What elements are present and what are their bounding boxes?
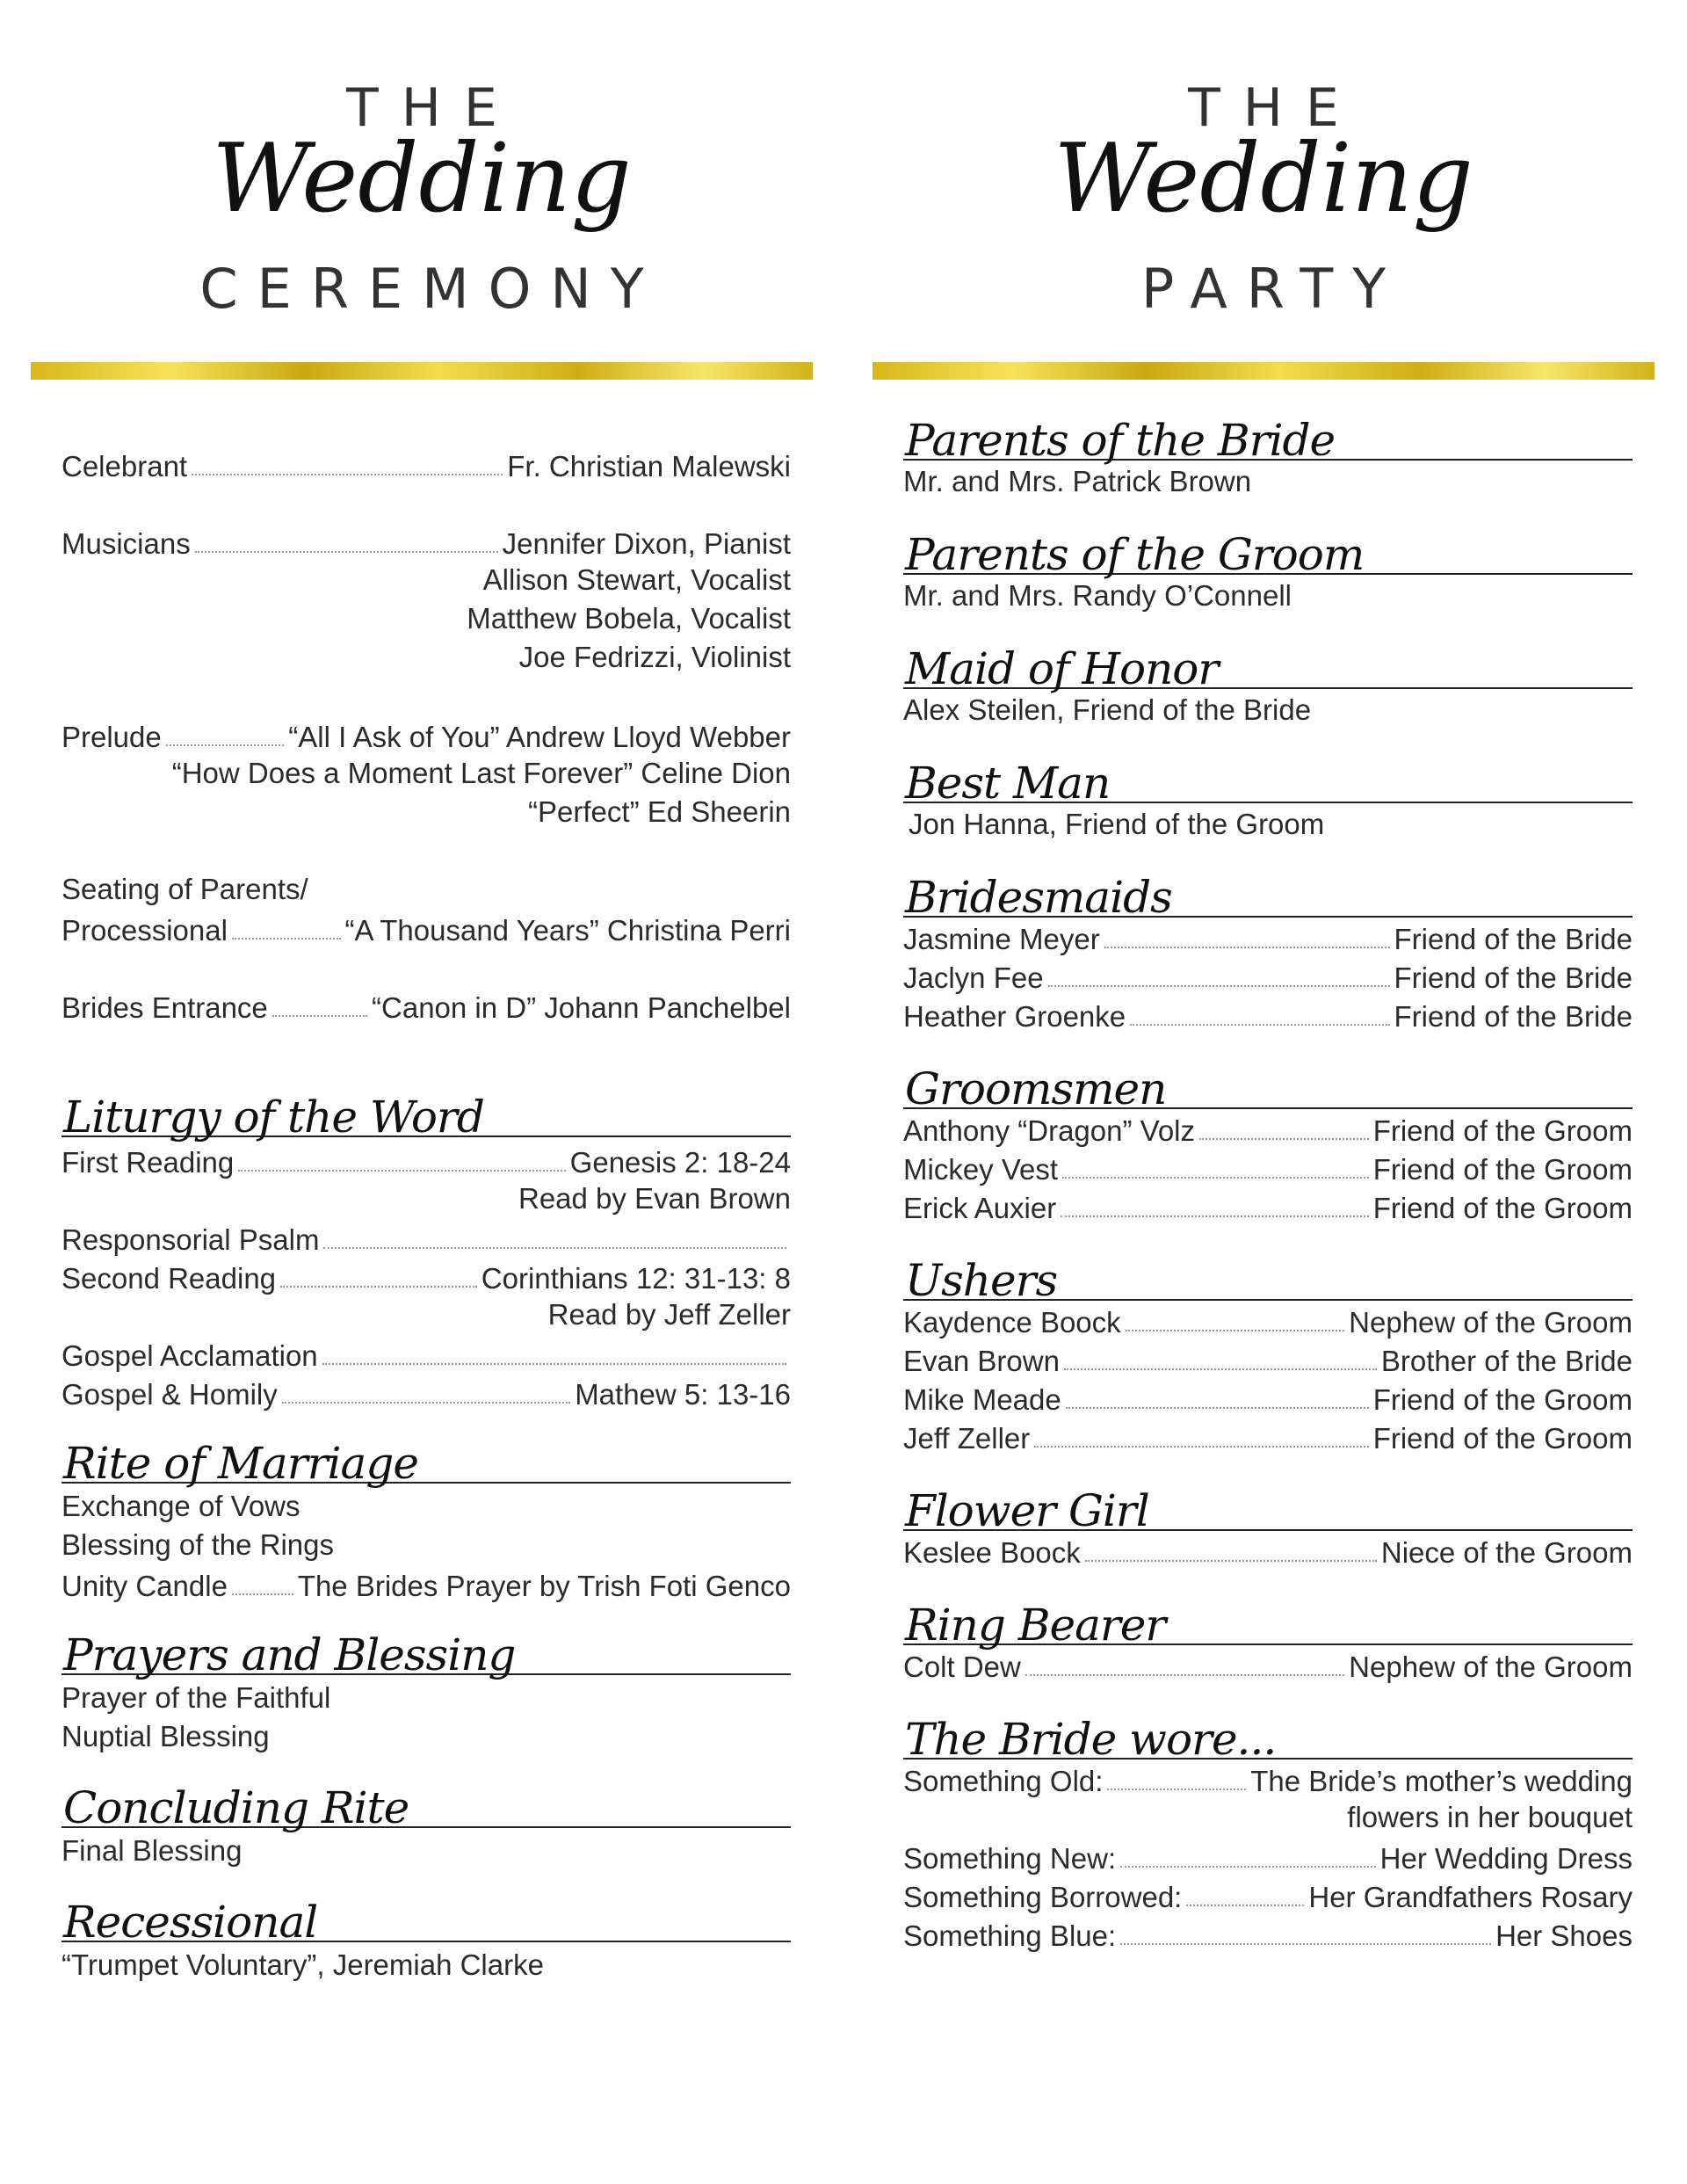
second-reading-note: Read by Jeff Zeller: [547, 1298, 791, 1331]
unity-label: Unity Candle: [62, 1570, 228, 1602]
best-man-names: Jon Hanna, Friend of the Groom: [909, 808, 1325, 840]
prelude-line: “How Does a Moment Last Forever” Celine Dion: [171, 757, 791, 789]
second-reading-row: [62, 1257, 791, 1295]
something-borrowed-row: [903, 1876, 1633, 1914]
liturgy-title: Liturgy of the Word: [63, 1092, 484, 1143]
ushers-heading: [903, 1246, 1633, 1306]
unity-value: The Brides Prayer by Trish Foti Genco: [297, 1570, 791, 1602]
psalm-row: [62, 1218, 791, 1257]
liturgy-heading: [62, 1083, 791, 1143]
flower-girl-role: Niece of the Groom: [1380, 1536, 1633, 1569]
processional-row: [62, 909, 791, 947]
flower-girl-title: Flower Girl: [905, 1485, 1149, 1536]
psalm-label: Responsorial Psalm: [62, 1223, 320, 1256]
first-reading-label: First Reading: [62, 1146, 235, 1179]
first-reading-value: Genesis 2: 18-24: [569, 1146, 791, 1179]
leader-dots: [323, 1247, 786, 1249]
groomsman-name: Anthony “Dragon” Volz: [903, 1114, 1196, 1147]
parents-groom-names: Mr. and Mrs. Randy O’Connell: [903, 579, 1292, 612]
flower-girl-name: Keslee Boock: [903, 1536, 1081, 1569]
unity-row: [62, 1564, 791, 1603]
groomsman-row: [903, 1109, 1633, 1148]
ushers-title: Ushers: [905, 1255, 1058, 1306]
leader-dots: [282, 1402, 570, 1404]
best-man-heading: [903, 749, 1633, 809]
prelude-label: Prelude: [62, 721, 162, 753]
maid-heading: [903, 635, 1633, 694]
usher-name: Jeff Zeller: [903, 1422, 1031, 1455]
recessional-heading: [62, 1888, 791, 1948]
gold-foil-divider: [872, 362, 1654, 380]
ring-bearer-row: [903, 1645, 1633, 1684]
leader-dots: [1120, 1866, 1376, 1868]
leader-dots: [272, 1015, 367, 1017]
bride-wore-heading: [903, 1705, 1633, 1765]
bridesmaid-role: Friend of the Bride: [1394, 1000, 1633, 1033]
usher-role: Friend of the Groom: [1372, 1383, 1633, 1416]
usher-name: Kaydence Boock: [903, 1306, 1121, 1339]
ring-bearer-title: Ring Bearer: [905, 1600, 1166, 1651]
something-blue-row: [903, 1914, 1633, 1953]
flower-girl-row: [903, 1531, 1633, 1570]
groomsman-row: [903, 1148, 1633, 1186]
groomsman-role: Friend of the Groom: [1372, 1153, 1633, 1186]
processional-label: Processional: [62, 914, 228, 947]
party-header: [872, 0, 1654, 387]
prelude-row: [62, 715, 791, 754]
ring-bearer-heading: [903, 1591, 1633, 1651]
usher-role: Friend of the Groom: [1372, 1422, 1633, 1455]
best-man-title: Best Man: [905, 758, 1111, 809]
bridesmaid-row: [903, 918, 1633, 956]
parents-groom-heading: [903, 520, 1633, 580]
bridesmaids-heading: [903, 863, 1633, 923]
musician-line: Matthew Bobela, Vocalist: [467, 602, 791, 635]
seating-label: Seating of Parents/: [62, 873, 308, 905]
gospel-row: [62, 1373, 791, 1411]
flower-girl-heading: [903, 1477, 1633, 1536]
leader-dots: [1199, 1138, 1369, 1140]
bridesmaid-name: Jaclyn Fee: [903, 961, 1044, 994]
celebrant-label: Celebrant: [62, 450, 188, 483]
leader-dots: [192, 474, 503, 475]
leader-dots: [166, 744, 285, 746]
header-ceremony: CEREMONY: [199, 257, 663, 321]
prayers-heading: [62, 1621, 791, 1680]
leader-dots: [1085, 1560, 1377, 1562]
bridesmaid-row: [903, 956, 1633, 995]
concluding-heading: [62, 1774, 791, 1833]
header-the: THE: [346, 77, 520, 139]
leader-dots: [1107, 1789, 1246, 1790]
ceremony-column: [31, 0, 813, 1981]
leader-dots: [1186, 1905, 1304, 1906]
groomsman-row: [903, 1186, 1633, 1225]
parents-bride-heading: [903, 406, 1633, 466]
usher-row: [903, 1378, 1633, 1417]
gospel-value: Mathew 5: 13-16: [575, 1378, 791, 1411]
musicians-row: [62, 522, 791, 561]
bridesmaids-title: Bridesmaids: [905, 872, 1172, 923]
something-old-row: [903, 1760, 1633, 1798]
celebrant-row: [62, 445, 791, 483]
prelude-value: “All I Ask of You” Andrew Lloyd Webber: [288, 721, 791, 753]
faithful-item: Prayer of the Faithful: [62, 1681, 331, 1714]
something-blue-label: Something Blue:: [903, 1919, 1117, 1952]
bridesmaid-name: Heather Groenke: [903, 1000, 1126, 1033]
header-wedding-script: Wedding: [212, 124, 632, 234]
usher-row: [903, 1417, 1633, 1455]
second-reading-value: Corinthians 12: 31-13: 8: [481, 1262, 791, 1295]
leader-dots: [195, 551, 498, 553]
rings-item: Blessing of the Rings: [62, 1528, 335, 1561]
celebrant-value: Fr. Christian Malewski: [507, 450, 791, 483]
something-new-row: [903, 1837, 1633, 1876]
something-old-value: The Bride’s mother’s wedding: [1250, 1765, 1633, 1797]
leader-dots: [1061, 1215, 1368, 1217]
groomsman-name: Mickey Vest: [903, 1153, 1059, 1186]
ring-bearer-name: Colt Dew: [903, 1651, 1021, 1683]
maid-names: Alex Steilen, Friend of the Bride: [903, 693, 1312, 726]
leader-dots: [1025, 1674, 1344, 1676]
groomsman-name: Erick Auxier: [903, 1192, 1057, 1224]
entrance-value: “Canon in D” Johann Panchelbel: [372, 991, 791, 1024]
groomsman-role: Friend of the Groom: [1372, 1114, 1633, 1147]
vows-item: Exchange of Vows: [62, 1490, 300, 1522]
acclamation-row: [62, 1334, 791, 1373]
leader-dots: [238, 1170, 565, 1172]
marriage-heading: [62, 1429, 791, 1489]
gospel-label: Gospel & Homily: [62, 1378, 278, 1411]
musicians-value: Jennifer Dixon, Pianist: [502, 527, 791, 560]
leader-dots: [322, 1363, 786, 1365]
leader-dots: [1062, 1177, 1369, 1179]
leader-dots: [1064, 1368, 1377, 1370]
musicians-label: Musicians: [62, 527, 191, 560]
prelude-line: “Perfect” Ed Sheerin: [528, 795, 791, 828]
ceremony-header: [31, 0, 813, 387]
groomsmen-heading: [903, 1055, 1633, 1114]
header-the: THE: [1188, 77, 1362, 139]
something-old-more: flowers in her bouquet: [1347, 1801, 1633, 1833]
leader-dots: [1104, 947, 1390, 948]
parents-bride-title: Parents of the Bride: [905, 415, 1336, 466]
usher-row: [903, 1339, 1633, 1378]
musician-line: Joe Fedrizzi, Violinist: [518, 641, 791, 673]
bridesmaid-role: Friend of the Bride: [1394, 961, 1633, 994]
leader-dots: [1120, 1943, 1491, 1945]
final-blessing-item: Final Blessing: [62, 1834, 243, 1867]
second-reading-label: Second Reading: [62, 1262, 277, 1295]
something-old-label: Something Old:: [903, 1765, 1104, 1797]
groomsman-role: Friend of the Groom: [1372, 1192, 1633, 1224]
bridesmaid-name: Jasmine Meyer: [903, 923, 1100, 955]
leader-dots: [1034, 1446, 1368, 1448]
leader-dots: [232, 1593, 293, 1595]
usher-name: Mike Meade: [903, 1383, 1061, 1416]
musician-line: Allison Stewart, Vocalist: [482, 563, 791, 596]
header-party: PARTY: [1140, 257, 1406, 321]
gold-foil-divider: [31, 362, 813, 380]
leader-dots: [1130, 1024, 1389, 1026]
leader-dots: [1126, 1330, 1344, 1331]
bridesmaid-role: Friend of the Bride: [1394, 923, 1633, 955]
leader-dots: [232, 938, 341, 940]
leader-dots: [1066, 1407, 1369, 1409]
prayers-title: Prayers and Blessing: [63, 1629, 516, 1680]
processional-value: “A Thousand Years” Christina Perri: [344, 914, 791, 947]
maid-title: Maid of Honor: [905, 643, 1219, 694]
parents-groom-title: Parents of the Groom: [905, 529, 1365, 580]
entrance-row: [62, 986, 791, 1025]
header-wedding-script: Wedding: [1053, 124, 1473, 234]
leader-dots: [1048, 985, 1390, 987]
something-new-label: Something New:: [903, 1842, 1117, 1875]
concluding-title: Concluding Rite: [63, 1782, 409, 1833]
something-new-value: Her Wedding Dress: [1379, 1842, 1633, 1875]
recessional-title: Recessional: [63, 1897, 318, 1948]
nuptial-item: Nuptial Blessing: [62, 1720, 270, 1752]
recessional-item: “Trumpet Voluntary”, Jeremiah Clarke: [62, 1948, 544, 1981]
first-reading-note: Read by Evan Brown: [518, 1182, 791, 1215]
something-borrowed-label: Something Borrowed:: [903, 1881, 1183, 1913]
leader-dots: [280, 1286, 477, 1288]
bride-wore-title: The Bride wore...: [905, 1714, 1277, 1765]
bridesmaid-row: [903, 995, 1633, 1034]
groomsmen-title: Groomsmen: [905, 1063, 1167, 1114]
something-blue-value: Her Shoes: [1495, 1919, 1633, 1952]
party-column: [872, 0, 1654, 1952]
ring-bearer-role: Nephew of the Groom: [1349, 1651, 1633, 1683]
usher-role: Brother of the Bride: [1380, 1345, 1633, 1377]
usher-role: Nephew of the Groom: [1349, 1306, 1633, 1339]
acclamation-label: Gospel Acclamation: [62, 1339, 318, 1372]
something-borrowed-value: Her Grandfathers Rosary: [1308, 1881, 1633, 1913]
marriage-title: Rite of Marriage: [63, 1438, 418, 1489]
usher-row: [903, 1301, 1633, 1339]
parents-bride-names: Mr. and Mrs. Patrick Brown: [903, 465, 1252, 497]
entrance-label: Brides Entrance: [62, 991, 268, 1024]
first-reading-row: [62, 1141, 791, 1179]
usher-name: Evan Brown: [903, 1345, 1060, 1377]
